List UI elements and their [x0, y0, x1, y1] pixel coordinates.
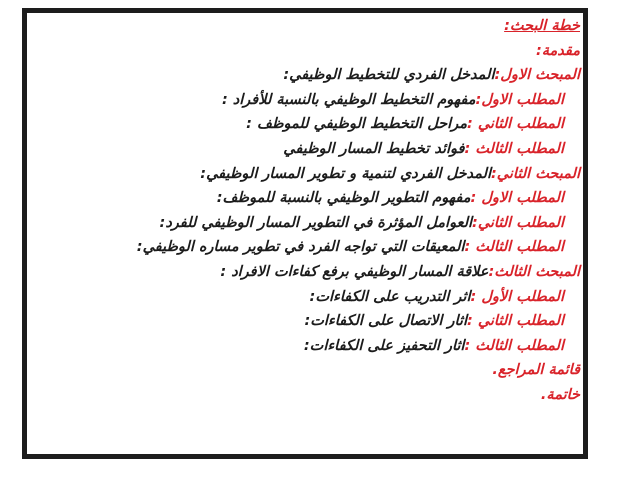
line-text: اثر التدريب على الكفاءات: — [309, 288, 471, 305]
subsection-line — [80, 211, 580, 236]
line-text: اثار الاتصال على الكفاءات: — [304, 313, 467, 330]
line-text: المعيقات التي تواجه الفرد في تطوير مساره الوظيفي: — [136, 239, 465, 256]
plan-title — [80, 14, 580, 39]
line-label: مقدمة: — [535, 42, 580, 59]
line-label: المطلب الأول : — [470, 288, 564, 305]
research-plan-content — [80, 14, 580, 408]
line-label: المطلب الثالث : — [464, 337, 564, 354]
line-label: قائمة المراجع. — [492, 362, 580, 379]
line-label: المبحث الاول: — [494, 67, 580, 84]
subsection-line — [80, 235, 580, 260]
line-label: المطلب الثالث : — [464, 239, 564, 256]
line-text: مفهوم التخطيط الوظيفي بالنسبة للأفراد : — [221, 91, 476, 108]
subsection-line — [80, 186, 580, 211]
subsection-line — [80, 112, 580, 137]
subsection-line — [80, 137, 580, 162]
subsection-line — [80, 334, 580, 359]
line-label: المطلب الاول: — [475, 91, 564, 108]
line-label: المطلب الاول : — [470, 190, 564, 207]
line-label: المبحث الثاني: — [490, 165, 580, 182]
section-line — [80, 162, 580, 187]
line-text: المدخل الفردي للتخطيط الوظيفي: — [283, 67, 495, 84]
line-label: المطلب الثالث : — [464, 140, 564, 157]
subsection-line — [80, 309, 580, 334]
line-label: المطلب الثاني : — [466, 116, 564, 133]
section-line — [80, 63, 580, 88]
line-label: المطلب الثاني: — [472, 214, 564, 231]
line-text: علاقة المسار الوظيفي برفع كفاءات الافراد : — [220, 263, 489, 280]
line-text: المدخل الفردي لتنمية و تطوير المسار الوظيفي: — [200, 165, 491, 182]
line-label: المبحث الثالث: — [488, 263, 580, 280]
heading-line — [80, 383, 580, 408]
line-text: مراحل التخطيط الوظيفي للموظف : — [246, 116, 467, 133]
line-label: خاتمة. — [540, 386, 580, 403]
line-label: خطة البحث: — [504, 18, 580, 34]
subsection-line — [80, 88, 580, 113]
line-text: مفهوم التطوير الوظيفي بالنسبة للموظف: — [216, 190, 471, 207]
line-text: فوائد تخطيط المسار الوظيفي — [283, 140, 465, 157]
heading-line — [80, 39, 580, 64]
line-label: المطلب الثاني : — [466, 313, 564, 330]
line-text: اثار التحفيز على الكفاءات: — [303, 337, 465, 354]
section-line — [80, 260, 580, 285]
line-text: العوامل المؤثرة في التطوير المسار الوظيفي للفرد: — [159, 214, 473, 231]
subsection-line — [80, 285, 580, 310]
heading-line — [80, 358, 580, 383]
